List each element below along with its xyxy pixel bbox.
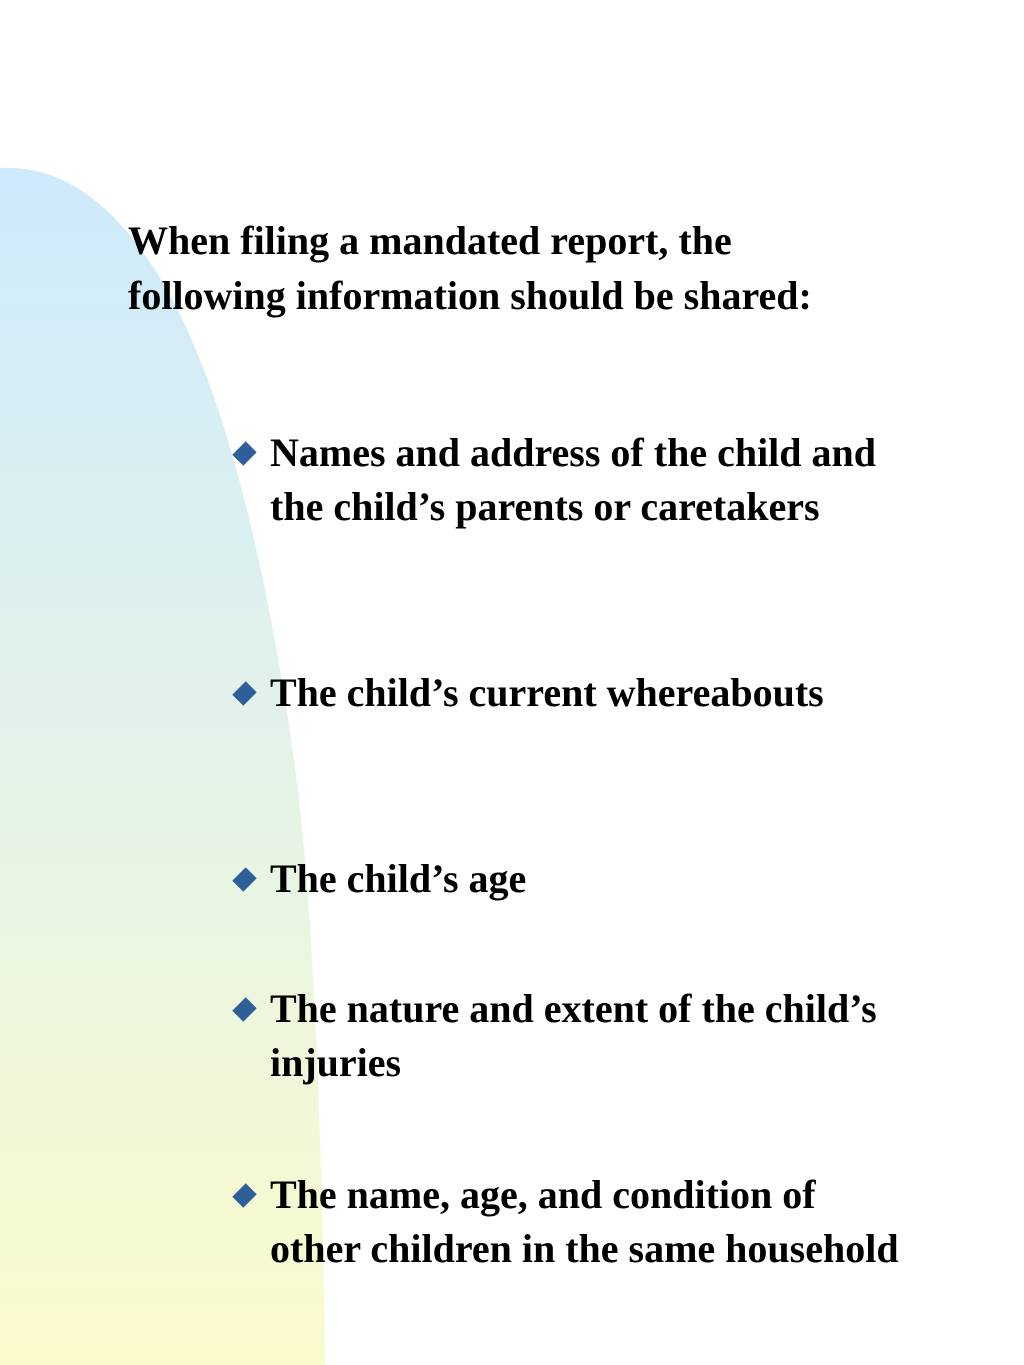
bullet-item <box>230 666 910 720</box>
bullet-item <box>230 1168 910 1276</box>
bullet-text: Names and address of the child and the child’s parents or caretakers <box>270 430 877 529</box>
diamond-icon <box>230 982 270 1036</box>
bullet-text: The child’s current whereabouts <box>270 670 824 715</box>
diamond-icon <box>230 1168 270 1222</box>
slide-heading: When filing a mandated report, the following information should be shared: <box>128 218 812 318</box>
diamond-icon <box>230 426 270 480</box>
bullet-text: The nature and extent of the child’s injuries <box>270 986 877 1085</box>
diamond-icon <box>230 666 270 720</box>
diamond-icon <box>230 852 270 906</box>
bullet-item <box>230 852 910 906</box>
bullet-item <box>230 982 910 1090</box>
bullet-item <box>230 426 910 534</box>
bullet-text: The child’s age <box>270 856 527 901</box>
bullet-text: The name, age, and condition of other children in the same household <box>270 1172 899 1271</box>
